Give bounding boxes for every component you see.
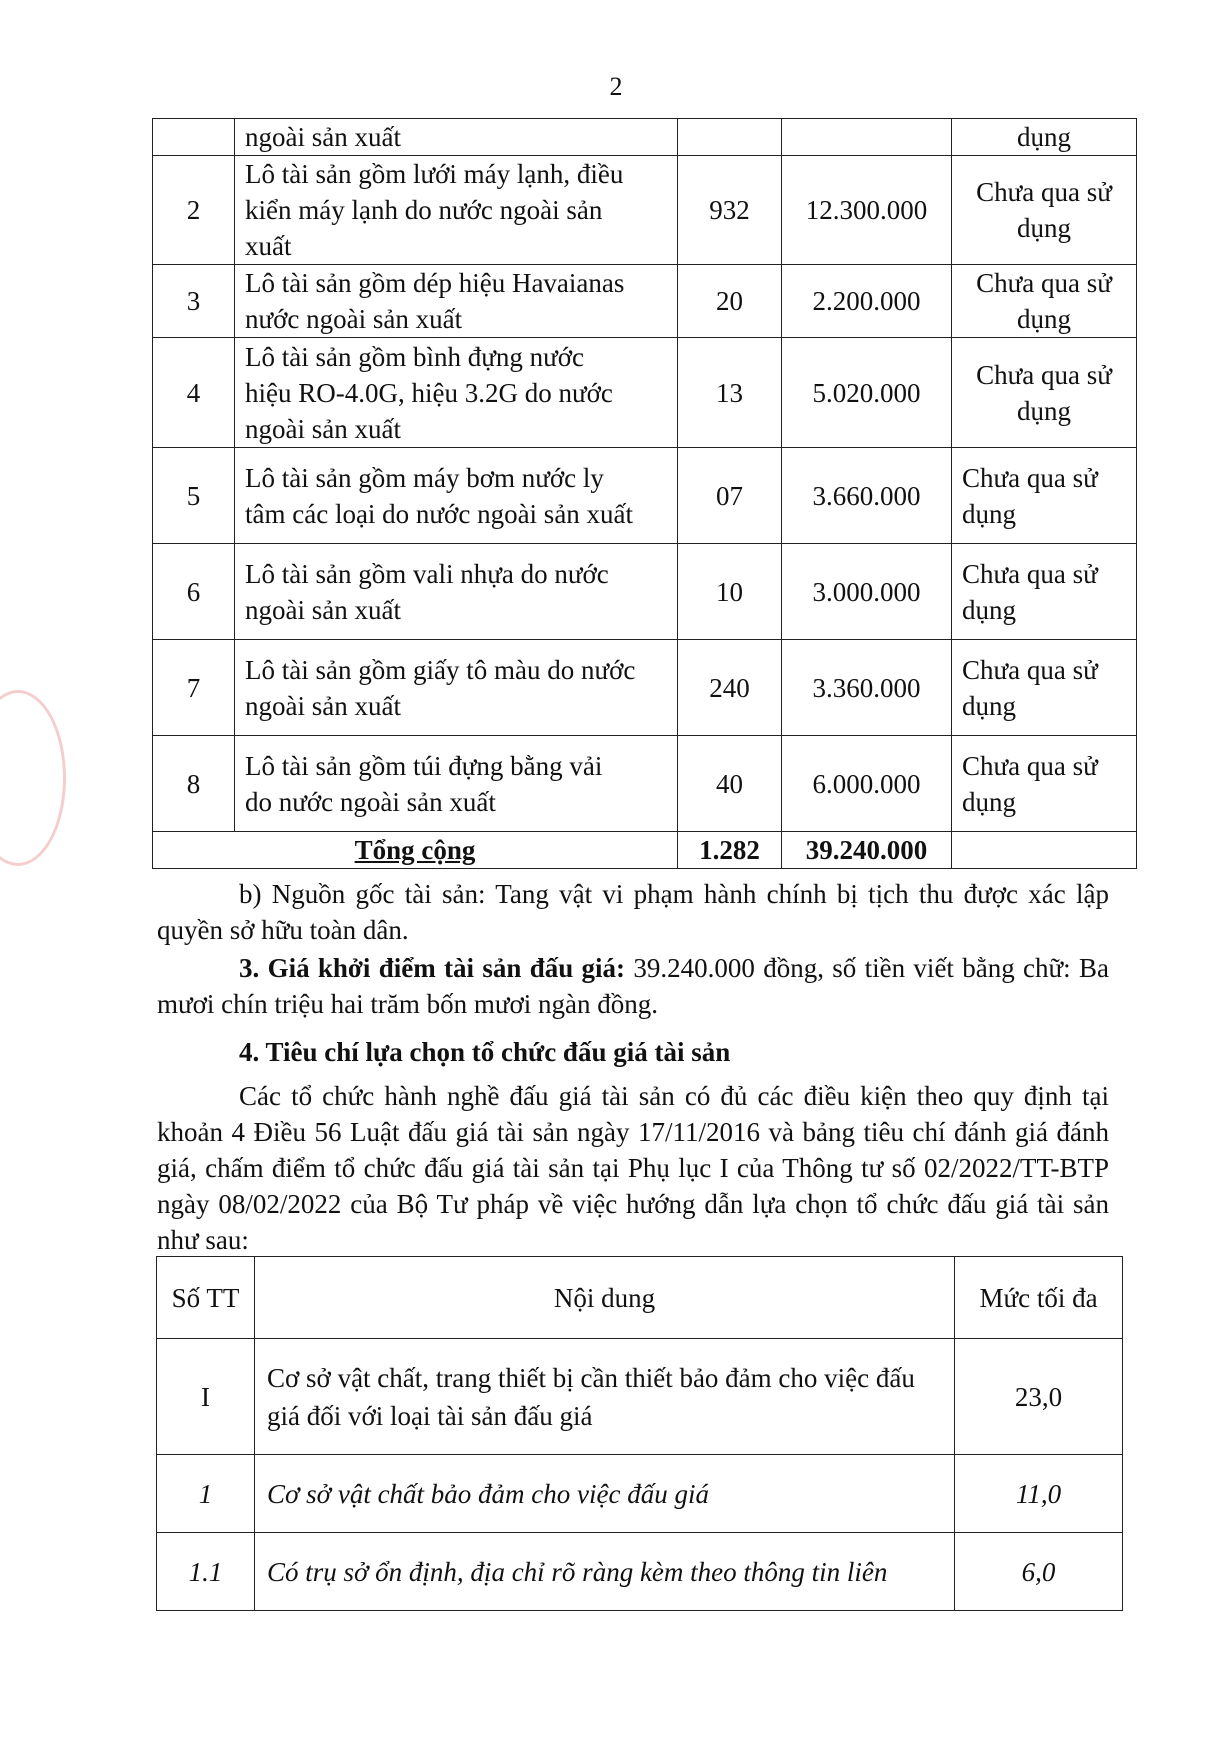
- description-line: ngoài sản xuất: [245, 594, 401, 625]
- assets-table: [152, 118, 1137, 869]
- status-line: Chưa qua sử: [976, 177, 1112, 207]
- paragraph-starting-price: [157, 950, 1109, 1022]
- paragraph-criteria-intro: Các tổ chức hành nghề đấu giá tài sản có đủ các điều kiện theo quy định tại khoản 4 Điều 56 Luật đấu giá tài sản ngày 17/11/2016 và bảng tiêu chí đánh giá đánh giá, chấm điểm tổ chức đấu giá tài sản tại Phụ lục I của Thông tư số 02/2022/TT-BTP ngày 08/02/2022 của Bộ Tư pháp về việc hướng dẫn lựa chọn tổ chức đấu giá tài sản như sau:: [157, 1081, 1109, 1255]
- paragraph-asset-origin: b) Nguồn gốc tài sản: Tang vật vi phạm hành chính bị tịch thu được xác lập quyền sở hữu toàn dân.: [157, 879, 1109, 945]
- criteria-row: [157, 1455, 1123, 1533]
- status-line: dụng: [962, 498, 1016, 529]
- criteria-content: Cơ sở vật chất, trang thiết bị cần thiết bảo đảm cho việc đấu giá đối với loại tài sản đấu giá: [255, 1339, 955, 1455]
- criteria-header-row: [157, 1257, 1123, 1339]
- description-line: ngoài sản xuất: [245, 122, 401, 152]
- description-line: Lô tài sản gồm vali nhựa do nước: [245, 558, 609, 589]
- asset-status: [952, 736, 1137, 832]
- description-line: ngoài sản xuất: [245, 690, 401, 721]
- page-number: 2: [609, 72, 623, 101]
- status-line: Chưa qua sử: [962, 462, 1098, 493]
- asset-status: [952, 119, 1137, 156]
- description-line: Lô tài sản gồm máy bơm nước ly: [245, 462, 604, 493]
- total-quantity: 1.282: [678, 832, 782, 869]
- description-line: Lô tài sản gồm lưới máy lạnh, điều: [245, 159, 624, 189]
- total-status: [952, 832, 1137, 869]
- asset-description: [235, 448, 678, 544]
- table-row: [153, 640, 1137, 736]
- asset-status: [952, 156, 1137, 265]
- description-line: ngoài sản xuất: [245, 413, 401, 444]
- asset-quantity: 10: [678, 544, 782, 640]
- asset-description: [235, 156, 678, 265]
- status-line: dụng: [1017, 395, 1071, 426]
- criteria-row: [157, 1533, 1123, 1611]
- description-line: kiển máy lạnh do nước ngoài sản: [245, 195, 603, 225]
- table-row: [153, 448, 1137, 544]
- description-line: tâm các loại do nước ngoài sản xuất: [245, 498, 634, 529]
- status-line: dụng: [962, 690, 1016, 721]
- description-line: Lô tài sản gồm túi đựng bằng vải: [245, 750, 603, 781]
- asset-status: [952, 640, 1137, 736]
- asset-value: 5.020.000: [782, 338, 952, 448]
- criteria-number: 1.1: [157, 1533, 255, 1611]
- description-line: Lô tài sản gồm bình đựng nước: [245, 341, 585, 372]
- criteria-number: I: [157, 1339, 255, 1455]
- asset-status: [952, 448, 1137, 544]
- table-row: [153, 338, 1137, 448]
- asset-value: 3.660.000: [782, 448, 952, 544]
- asset-quantity: 07: [678, 448, 782, 544]
- header-max: Mức tối đa: [955, 1257, 1123, 1339]
- status-line: dụng: [962, 594, 1016, 625]
- asset-quantity: 40: [678, 736, 782, 832]
- description-line: hiệu RO-4.0G, hiệu 3.2G do nước: [245, 377, 613, 408]
- table-row: [153, 156, 1137, 265]
- status-line: dụng: [962, 786, 1016, 817]
- criteria-number: 1: [157, 1455, 255, 1533]
- table-row: [153, 544, 1137, 640]
- status-line: dụng: [1017, 213, 1071, 243]
- criteria-row: [157, 1339, 1123, 1455]
- row-number: 5: [153, 448, 235, 544]
- row-number: 6: [153, 544, 235, 640]
- criteria-content: Cơ sở vật chất bảo đảm cho việc đấu giá: [255, 1455, 955, 1533]
- red-seal-fragment: [0, 690, 66, 866]
- asset-value: 3.360.000: [782, 640, 952, 736]
- description-line: nước ngoài sản xuất: [245, 304, 463, 334]
- asset-value: 12.300.000: [782, 156, 952, 265]
- section-4-heading: 4. Tiêu chí lựa chọn tổ chức đấu giá tài sản: [239, 1037, 731, 1067]
- header-content: Nội dung: [255, 1257, 955, 1339]
- status-line: Chưa qua sử: [962, 750, 1098, 781]
- description-line: xuất: [245, 231, 292, 261]
- asset-value: 3.000.000: [782, 544, 952, 640]
- starting-price-text: 39.240.000 đồng, số tiền viết bằng chữ: Ba mươi chín triệu hai trăm bốn mươi ngàn đồng.: [157, 953, 1109, 1019]
- row-number: [153, 119, 235, 156]
- asset-value: 6.000.000: [782, 736, 952, 832]
- status-line: Chưa qua sử: [962, 654, 1098, 685]
- status-line: Chưa qua sử: [962, 558, 1098, 589]
- row-number: 2: [153, 156, 235, 265]
- asset-value: 2.200.000: [782, 265, 952, 338]
- status-line: dụng: [1017, 304, 1071, 334]
- status-line: dụng: [1017, 122, 1071, 152]
- row-number: 7: [153, 640, 235, 736]
- criteria-max-score: 6,0: [955, 1533, 1123, 1611]
- criteria-content: Có trụ sở ổn định, địa chỉ rõ ràng kèm theo thông tin liên: [255, 1533, 955, 1611]
- table-row: [153, 119, 1137, 156]
- status-line: Chưa qua sử: [976, 268, 1112, 298]
- description-line: Lô tài sản gồm dép hiệu Havaianas: [245, 268, 625, 298]
- table-row: [153, 265, 1137, 338]
- asset-status: [952, 544, 1137, 640]
- asset-description: [235, 544, 678, 640]
- table-row: [153, 736, 1137, 832]
- criteria-max-score: 11,0: [955, 1455, 1123, 1533]
- total-row: [153, 832, 1137, 869]
- status-line: Chưa qua sử: [976, 359, 1112, 390]
- total-label: Tổng cộng: [153, 832, 678, 869]
- total-value: 39.240.000: [782, 832, 952, 869]
- criteria-max-score: 23,0: [955, 1339, 1123, 1455]
- asset-description: [235, 736, 678, 832]
- description-line: do nước ngoài sản xuất: [245, 786, 496, 817]
- asset-description: [235, 640, 678, 736]
- header-no: Số TT: [157, 1257, 255, 1339]
- asset-status: [952, 265, 1137, 338]
- row-number: 8: [153, 736, 235, 832]
- asset-value: [782, 119, 952, 156]
- asset-quantity: 240: [678, 640, 782, 736]
- row-number: 4: [153, 338, 235, 448]
- asset-quantity: 13: [678, 338, 782, 448]
- row-number: 3: [153, 265, 235, 338]
- asset-quantity: 20: [678, 265, 782, 338]
- asset-description: [235, 338, 678, 448]
- criteria-table: [156, 1256, 1123, 1611]
- description-line: Lô tài sản gồm giấy tô màu do nước: [245, 654, 636, 685]
- asset-description: [235, 265, 678, 338]
- starting-price-label: 3. Giá khởi điểm tài sản đấu giá:: [239, 953, 626, 983]
- asset-status: [952, 338, 1137, 448]
- asset-quantity: 932: [678, 156, 782, 265]
- asset-quantity: [678, 119, 782, 156]
- asset-description: [235, 119, 678, 156]
